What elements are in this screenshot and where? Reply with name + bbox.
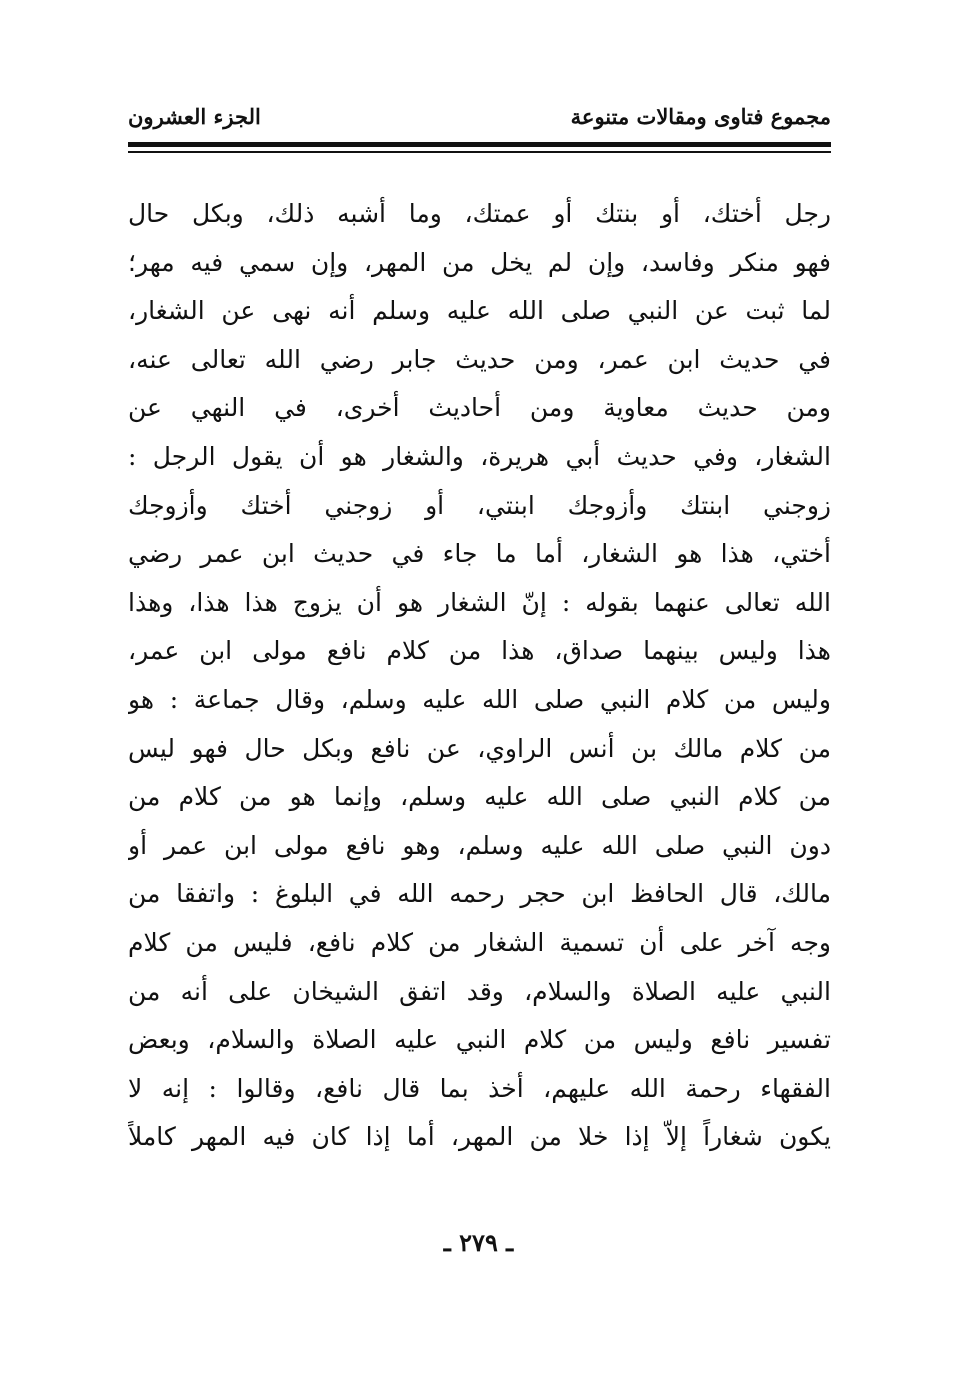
text-line: يكون شغاراً إلاّ إذا خلا من المهر، أما إذا كان فيه المهر كاملاً	[128, 1122, 831, 1152]
text-line: دون النبي صلى الله عليه وسلم، وهو نافع مولى ابن عمر أو	[128, 830, 831, 860]
text-line: لما ثبت عن النبي صلى الله عليه وسلم أنه نهى عن الشغار،	[128, 296, 831, 326]
text-line: مالك، قال الحافظ ابن حجر رحمه الله في البلوغ : واتفقا من	[128, 879, 831, 909]
header-rule-thick	[128, 142, 831, 147]
header-rule-thin	[128, 151, 831, 153]
volume-label: الجزء العشرون	[128, 103, 261, 129]
text-line: زوجني ابنتك وأزوجك ابنتي، أو زوجني أختك وأزوجك	[128, 490, 831, 520]
text-line: الله تعالى عنهما بقوله : إنّ الشغار هو أن يزوج هذا هذا، وهذا	[128, 587, 831, 617]
body-text	[128, 190, 831, 1162]
book-title: مجموع فتاوى ومقالات متنوعة	[570, 103, 831, 129]
text-line: من كلام مالك بن أنس الراوي، عن نافع وبكل حال فهو ليس	[128, 733, 831, 763]
text-line: النبي عليه الصلاة والسلام، وقد اتفق الشيخان على أنه من	[128, 976, 831, 1006]
text-line: فهو منكر وفاسد، وإن لم يخل من المهر، وإن سمي فيه مهر؛	[128, 247, 831, 277]
text-line: هذا وليس بينهما صداق، هذا من كلام نافع مولى ابن عمر،	[128, 636, 831, 666]
text-line: أختي، هذا هو الشغار، أما ما جاء في حديث ابن عمر رضي	[128, 539, 831, 569]
text-line: تفسير نافع وليس من كلام النبي عليه الصلاة والسلام، وبعض	[128, 1025, 831, 1055]
text-line: الفقهاء رحمة الله عليهم، أخذ بما قال نافع، وقالوا : إنه لا	[128, 1073, 831, 1103]
page-number: ـ ٢٧٩ ـ	[443, 1228, 514, 1257]
page-header	[128, 96, 831, 136]
text-line: من كلام النبي صلى الله عليه وسلم، وإنما هو من كلام من	[128, 782, 831, 812]
text-line: في حديث ابن عمر، ومن حديث جابر رضي الله تعالى عنه،	[128, 344, 831, 374]
text-line: رجل أختك، أو بنتك أو عمتك، وما أشبه ذلك، وبكل حال	[128, 199, 831, 228]
text-line: الشغار، وفي حديث أبي هريرة، والشغار هو أن يقول الرجل :	[128, 441, 831, 471]
text-line: وجه آخر على أن تسمية الشغار من كلام نافع، فليس من كلام	[128, 927, 831, 957]
text-line: وليس من كلام النبي صلى الله عليه وسلم، وقال جماعة : هو	[128, 684, 831, 714]
text-line: ومن حديث معاوية ومن أحاديث أخرى، في النهي عن	[128, 393, 831, 423]
